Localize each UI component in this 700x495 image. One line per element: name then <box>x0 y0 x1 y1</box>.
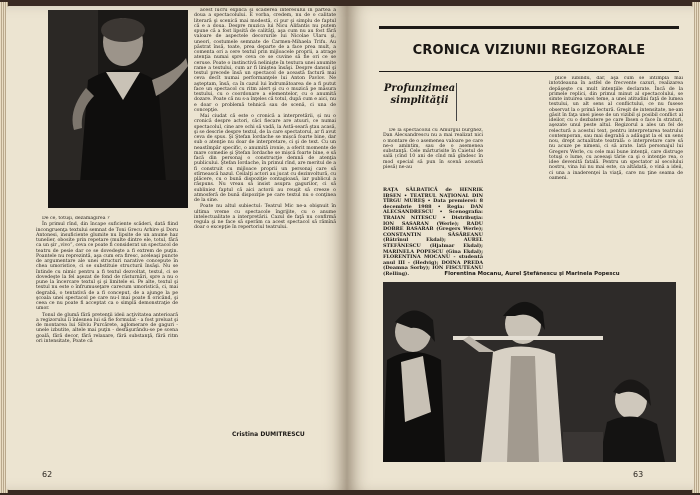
page-number-left: 62 <box>42 470 53 479</box>
right-column-paragraph: plice iubindu, dar, aşa cum se intîmplă mai intotdeauna în astfel de frecvente cazuri, realizarea depăşeşte cu mult intenţiile declarate. Încă de la primele replici, din primul minut al spectacolului, se simte intuirea unei teme, a unei atitudini faţă de lumea textului, un alt sens al conflictului, ce nu fusese observat la o primă lectură. Greşit de intensitate, ne-am găsit în faţa unei piese de un vizibil şi posibil conflict al ideilor, cu o dezbatere pe care Ibsen o face în straturi, aşezate unul peste altul. Regizorul a ales un fel de relectură a acestui text, pentru interpretarea teatrului contemporan, sau mai degrabă a adăugat la el un sens nou, drept actualitate teatrală: o interpretare care să nu acuze pe nimeni, ci să arate. Iată personajul lui Gregers Werle, cu cele mai bune intenţii, care distruge totuşi o lume, cu aceeaşi tărie ca şi o intenţie rea, o idee devenită fatală. Pentru un spectator al secolului nostru, vina lui nu mai este, ca altădată, o vină a ideii, ci una a inaderenţei la viaţă, care nu ţine seama de oameni. <box>549 76 683 181</box>
page-number-right: 63 <box>633 470 644 479</box>
column-1-paragraph-2: Tonul de glumă fără pretenţii ideii acţivitatea anterioară a regizorului îi înlesnea lui să fie formulat - a fost preluat şi de montarea lui Silviu Purcărete, aglomerare de gaguri - unele izbutite, altele mai puţin - desfăşurându-se pe scena goală, fără decor, fără relaxare, fără substanţă, fără ritm ori intensitate, Poate că <box>36 312 178 344</box>
section-title: CRONICA VIZIUNII REGIZORALE <box>412 43 646 58</box>
column-1 <box>36 216 178 471</box>
article-title: Profunzimea simplităţii <box>383 83 456 106</box>
column-1-paragraph: În primul rînd, din încape suficiente scăderi, dată fiind incongruenţa textului semnat de Toni Grecu Arhire şi Doru Antonesi, insuficiente glumite nu lipsite de un anume haz tunelier, obosite prin repetare (multe dintre ele, totul, fără ca un şir „vivo”, ceva ce poate fi considerat un spectacol de teatru de pesie dar ce se dovedeşte a fi extrem de puţin. Poantele nu reprezintă, aşa cum era firesc, aceleaşi puncte de argumentare ale unei structuri narative concepute în chea umoristice, ci se substituie structurii însăşi. Nu se întinde cu nimic pentru a fi textul dezvoltat, textul, ci se dovedeşte la fel aşezat de fond de răsturnări, spre a nu o pune la încercare textul şi şi limitele ei. Pe alte, textul şi textul nu este o înfrumuseţare carecum umoristică, ci, mai degrabă, o tentativă de a fi conceput, de a ajunge la pe şcoala unei spectacol pe care nu-l mai poate fi oricând, şi ceea ce nu poate fi acceptat ca o simplă demonstraţie de umor. <box>36 222 178 312</box>
column-2-paragraph: acest lucru explică şi scăderea interesului în partea a doua a spectacolului. E vorba, credem, nu de o calitate literară şi scenică mai modestă, ci pur şi simplu de faptul că e a doua. Despre muzica lui Nicu Alifantis nu putem spune că a fost lipsită de calităţi, aşa cum nu au fost fără valoare de aspectele decorurile lui Nicolae Ularu şi, uneori, costumele semnate de Carmen-Mihaela Trifu. Au păstrat însă, toate, prea departe de a face prea mult, a comenta ori a cere textul prin mijloacele proprii, a atrage atenţia numai spre ceva ce se cuvine să fie ori ce se ceruse. Poate o instinctivă nelinişte în textura unei anumite rame a textului, cum ar fi liniştea însăşi. Despre dansul şi textul precede însă un spectacol de această factură mai ceva decît numai performanţele lui Anton Pavlov. Ne aşteptam, însă, ca în cazul lui îndrumătoarea de a fi putut face un spectacol cu ritm alert şi cu o muzică pe măsura textului, cu o coordonare a elementelor, cu o anumită dozare. Poate că nu s-a înţeles că totul, după cum e aici, nu e doar o problemă tehnică sau de scenă, ci una de concepţie. <box>194 8 336 113</box>
right-page <box>347 6 694 490</box>
stage-photo <box>383 282 676 462</box>
intro-paragraph: De la spectacolul cu Amurgul burghez, Dan Alecsandrescu nu a mai realizat nici o montare de o asemenea valoare pe care ne-o amintim, sau de o asemenea substanţă. Cele mărturisite în Caietul de sală (cînd 10 ani de cînd mă gîndesc în mod special să pun în scenă această piesă) ne-au <box>383 128 483 170</box>
column-right-2 <box>549 76 683 266</box>
column-1-intro: De ce, totuşi, dezamăgirea ? <box>42 216 110 221</box>
photo-caption: Florentina Mocanu, Aurel Ştefănescu şi Marinela Popescu <box>444 271 620 277</box>
column-2-paragraph-2: Mai ciudat că este o cronică a interpretării, și nu o cronică despre actori, căci fiecare are atuuri, ce numai spectacolul, cine are ochi să vadă, la Astă-seară ştau acasă, şi se descrie despre textul, de la care spectatorul, ar fi avut ceva de spus. Şi Ştefan Iordache se mișcă foarte bine, dar sub o atenţie nu doar de interpretare, ci şi de text. Cu un neastîmpăr specific, o anumită ironie, a oferit momente de mare comedie şi Ştefan Iordache se mișcă foarte bine, e să facă din personaj o construcţie demnă de atenţia publicului. Ştefan Iordache, în primul rînd, are meritul de a fi construit cu mijloace proprii un personaj care să stîrnească hazul. Ceilalţi actori au jucat cu dezinvoltură, cu plăcere, cu o bună dispoziţie contagioasă, iar publicul a răspuns. Nu vreau să insist asupra gagurilor, ci să subliniez faptul că aici actorii au reuşit să creeze o atmosferă de bună dispoziţie pe care textul nu o conţinea de la sine. <box>194 114 336 203</box>
article-title-box <box>383 83 457 121</box>
intro-column <box>383 128 483 186</box>
author-signature: Cristina DUMITRESCU <box>232 431 305 438</box>
left-page <box>6 6 347 490</box>
actor-photo-left <box>48 10 188 208</box>
production-credits: RAŢA SĂLBATICĂ de HENRIK IBSEN • TEATRUL NAŢIONAL DIN TÎRGU MUREŞ • Data premierei: 8 decembrie 1988 • Regia: DAN ALECSANDRESCU • Scenografia: TRAIAN NITESCU • Distribuţia: ION SASARAN (Werle); RADU DOBRE BASARAB (Gregers Werle); CONSTANTIN SĂSĂREANU (Bătrînul Ekdal); AUREL STEFĂNESCU (Hjalmar Ekdal); MARINELA POPESCU (Gina Ekdal); FLORENTINA MOCANU - studentă anul III - (Hedvig); DOINA PREDA (Doamna Sorby); ION FISCUTEANU (Relling). <box>383 187 483 277</box>
section-header <box>379 26 679 72</box>
column-2-paragraph-3: Poate nu altul subiectul: Teatrul Mic ne-a obişnuit în ultima vreme cu spectacole îngrijite, cu o anume intelectualitate a interpretării. Cazul de faţă nu confirmă regula şi ne face să sperăm ca acest spectacol să rămînă doar o excepţie în repertoriul teatrului. <box>194 204 336 231</box>
column-2 <box>194 8 336 420</box>
